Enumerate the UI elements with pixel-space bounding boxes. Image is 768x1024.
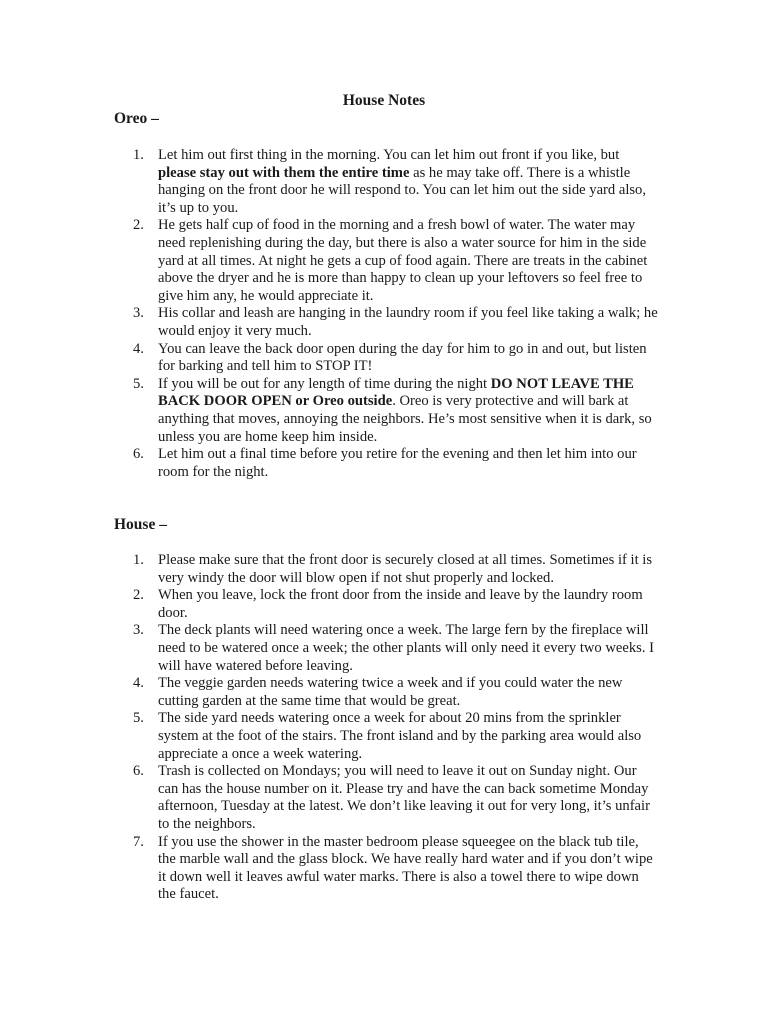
list-item [114,675,659,710]
item-text: Let him out a final time before you retire for the evening and then let him into our room for the night. [158,446,637,480]
list-item [114,622,659,675]
list-number: 6. [133,446,144,463]
item-text: Trash is collected on Mondays; you will need to leave it out on Sunday night. Our can has the house number on it. Please try and have the can back sometime Monday afternoon, Tuesday at the latest. We don’t like leaving it out for very long, it’s unfair to the neighbors. [158,763,650,832]
house-notes-list [114,552,659,904]
list-item [114,147,659,217]
item-text: His collar and leash are hanging in the laundry room if you feel like taking a walk; he would enjoy it very much. [158,305,658,339]
item-text: He gets half cup of food in the morning and a fresh bowl of water. The water may need replenishing during the day, but there is also a water source for him in the side yard at all times. At night he gets a cup of food again. There are treats in the cabinet above the dryer and he is more than happy to clean up your leftovers so feel free to give him any, he would appreciate it. [158,217,648,304]
emphasis-text: DO NOT LEAVE THE BACK DOOR OPEN or Oreo outside [158,375,634,410]
list-item [114,587,659,622]
list-item [114,763,659,833]
item-text: Let him out first thing in the morning. You can let him out front if you like, but [158,147,620,163]
list-number: 2. [133,587,144,604]
item-text: If you will be out for any length of time during the night [158,375,491,392]
item-text: You can leave the back door open during the day for him to go in and out, but listen for barking and tell him to STOP IT! [158,340,647,375]
item-text: The veggie garden needs watering twice a week and if you could water the new cutting garden at the same time that would be great. [158,675,623,709]
list-number: 5. [133,710,144,727]
list-number: 6. [133,763,144,780]
list-number: 3. [133,305,144,322]
item-text: The deck plants will need watering once a week. The large fern by the fireplace will need to be watered once a week; the other plants will only need it every two weeks. I will have watered before leaving. [158,622,655,674]
list-item [114,217,659,305]
list-item [114,305,659,340]
list-item [114,552,659,587]
oreo-notes-list [114,147,659,481]
page-title: House Notes [342,92,426,109]
item-text: as he may take off. There is a whistle hanging on the front door he will respond to. You can let him out the side yard also, it’s up to you. [158,164,647,216]
list-number: 7. [133,833,144,850]
section-heading-house: House – [114,516,167,533]
item-text: When you leave, lock the front door from the inside and leave by the laundry room door. [158,587,643,621]
list-number: 4. [133,675,144,692]
item-text: The side yard needs watering once a week for about 20 mins from the sprinkler system at the foot of the stairs. The front island and by the parking area would also appreciate a once a week watering. [158,710,642,762]
item-text: Please make sure that the front door is securely closed at all times. Sometimes if it is very windy the door will blow open if not shut properly and locked. [158,552,653,586]
list-item [114,834,659,904]
item-text: . Oreo is very protective and will bark at anything that moves, annoying the neighbors. He’s most sensitive when it is dark, so unless you are home keep him inside. [158,393,652,445]
list-number: 4. [133,340,144,357]
list-item [114,341,659,376]
list-number: 1. [133,147,144,163]
section-heading-oreo: Oreo – [114,110,159,127]
emphasis-text: please stay out with them the entire time [158,164,410,181]
list-number: 1. [133,552,144,568]
list-item [114,710,659,763]
list-number: 2. [133,217,144,234]
list-number: 5. [133,375,144,392]
list-number: 3. [133,622,144,639]
list-item [114,376,659,446]
item-text: If you use the shower in the master bedroom please squeegee on the black tub tile, the marble wall and the glass block. We have really hard water and if you don’t wipe it down well it leaves awful water marks. There is also a towel there to wipe down the faucet. [158,833,653,903]
list-item [114,446,659,481]
